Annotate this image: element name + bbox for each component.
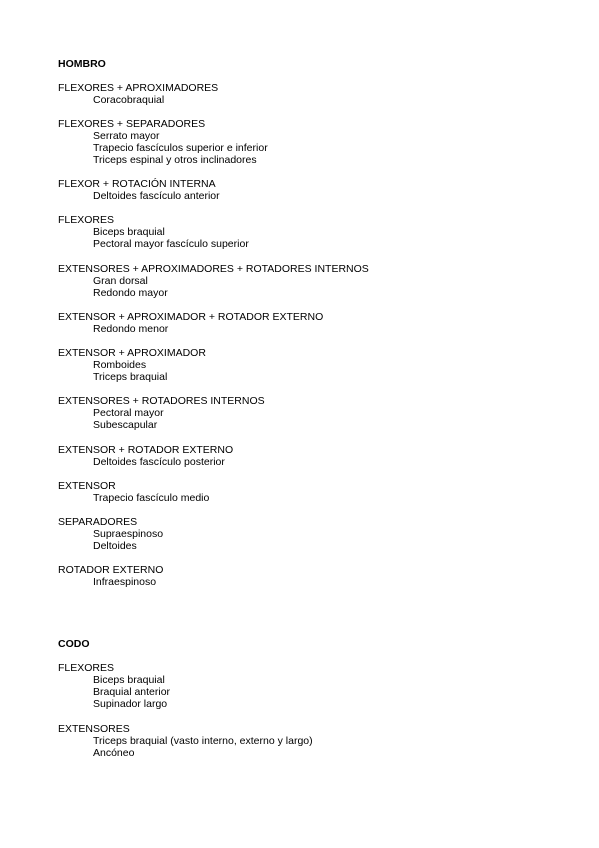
muscle-item: Biceps braquial xyxy=(93,226,165,238)
muscle-item: Coracobraquial xyxy=(93,94,165,106)
muscle-item: Supinador largo xyxy=(93,698,168,710)
muscle-item: Redondo menor xyxy=(93,323,169,335)
muscle-item: Triceps braquial (vasto interno, externo y largo) xyxy=(93,735,313,747)
group-extensores-aproximadores-rotadores-internos xyxy=(58,263,369,299)
group-flexores-aproximadores xyxy=(58,82,218,106)
muscle-item: Deltoides fascículo posterior xyxy=(93,456,225,468)
group-extensor xyxy=(58,480,209,504)
muscle-item: Ancóneo xyxy=(93,747,135,759)
group-heading: FLEXORES xyxy=(58,214,115,226)
group-heading: EXTENSORES xyxy=(58,723,130,735)
group-flexores xyxy=(58,214,249,250)
group-extensor-aproximador-rotador-externo xyxy=(58,311,323,335)
muscle-item: Pectoral mayor xyxy=(93,407,164,419)
muscle-item: Biceps braquial xyxy=(93,674,165,686)
muscle-item: Triceps braquial xyxy=(93,371,168,383)
group-heading: EXTENSORES + APROXIMADORES + ROTADORES INTERNOS xyxy=(58,263,369,275)
group-heading: EXTENSOR xyxy=(58,480,116,492)
muscle-item: Romboides xyxy=(93,359,147,371)
section-title-codo: CODO xyxy=(58,638,90,650)
muscle-item: Triceps espinal y otros inclinadores xyxy=(93,154,257,166)
section-title-hombro: HOMBRO xyxy=(58,58,106,70)
group-heading: ROTADOR EXTERNO xyxy=(58,564,164,576)
group-extensor-rotador-externo xyxy=(58,444,233,468)
group-extensor-aproximador xyxy=(58,347,206,383)
group-heading: EXTENSOR + APROXIMADOR xyxy=(58,347,206,359)
muscle-item: Pectoral mayor fascículo superior xyxy=(93,238,249,250)
group-heading: EXTENSORES + ROTADORES INTERNOS xyxy=(58,395,265,407)
group-rotador-externo xyxy=(58,564,163,588)
group-codo-extensores xyxy=(58,723,313,759)
muscle-item: Infraespinoso xyxy=(93,576,157,588)
muscle-item: Braquial anterior xyxy=(93,686,171,698)
muscle-item: Redondo mayor xyxy=(93,287,168,299)
group-heading: FLEXORES + APROXIMADORES xyxy=(58,82,219,94)
group-flexores-separadores xyxy=(58,118,268,166)
group-heading: EXTENSOR + ROTADOR EXTERNO xyxy=(58,444,234,456)
group-heading: FLEXOR + ROTACIÓN INTERNA xyxy=(58,178,216,190)
muscle-item: Supraespinoso xyxy=(93,528,164,540)
group-flexor-rotacion-interna xyxy=(58,178,220,202)
muscle-item: Trapecio fascículos superior e inferior xyxy=(93,142,268,154)
muscle-item: Deltoides xyxy=(93,540,137,552)
muscle-item: Deltoides fascículo anterior xyxy=(93,190,220,202)
muscle-item: Trapecio fascículo medio xyxy=(93,492,210,504)
group-extensores-rotadores-internos xyxy=(58,395,265,431)
group-codo-flexores xyxy=(58,662,170,710)
muscle-item: Subescapular xyxy=(93,419,158,431)
group-heading: FLEXORES xyxy=(58,662,115,674)
muscle-item: Gran dorsal xyxy=(93,275,148,287)
group-heading: FLEXORES + SEPARADORES xyxy=(58,118,206,130)
group-heading: SEPARADORES xyxy=(58,516,138,528)
group-heading: EXTENSOR + APROXIMADOR + ROTADOR EXTERNO xyxy=(58,311,324,323)
group-separadores xyxy=(58,516,163,552)
muscle-item: Serrato mayor xyxy=(93,130,160,142)
